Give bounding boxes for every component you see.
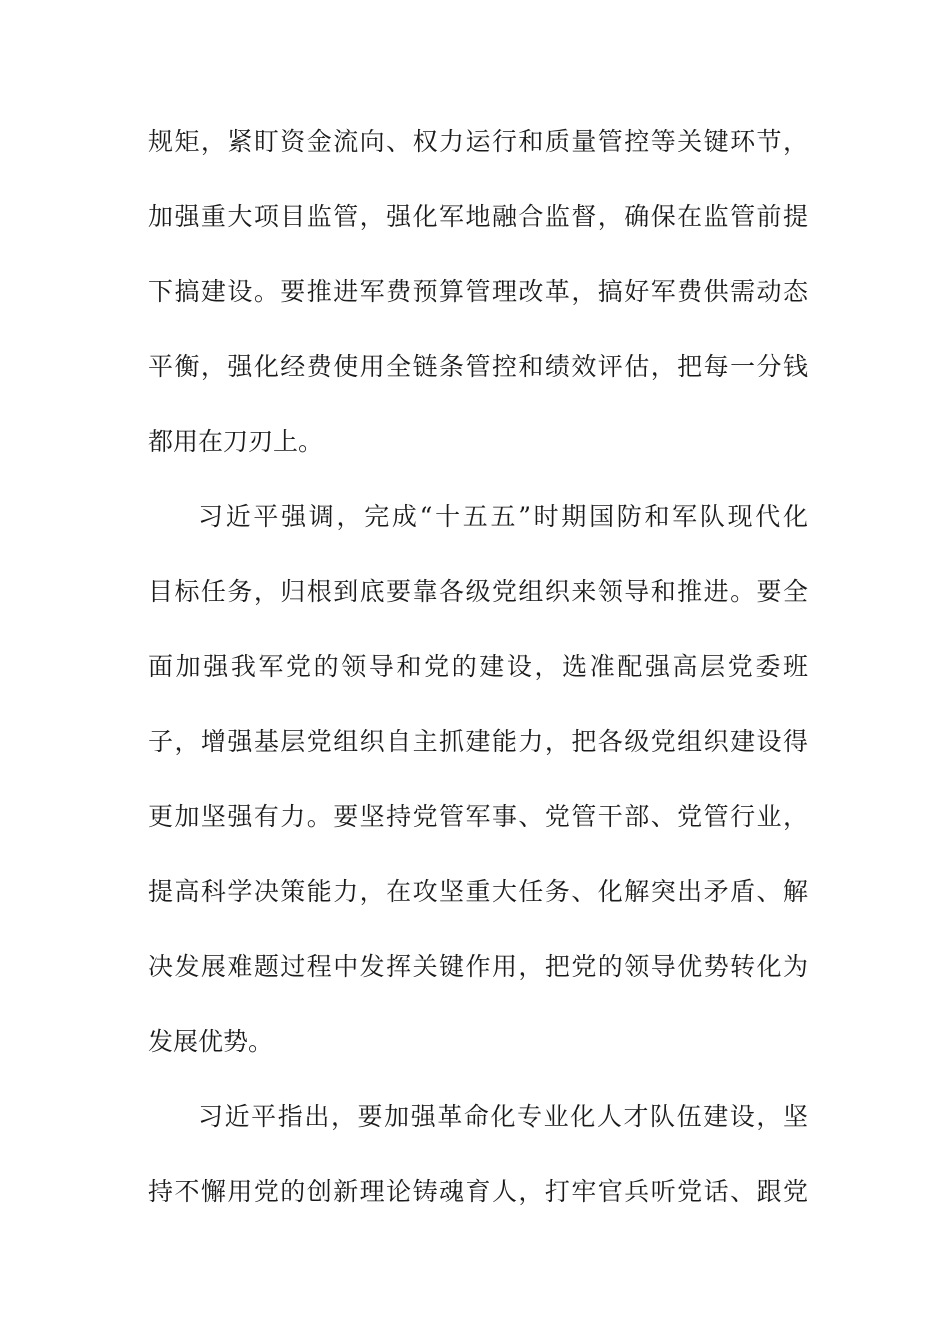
text-line: 持不懈用党的创新理论铸魂育人，打牢官兵听党话、跟党 bbox=[148, 1177, 808, 1206]
text-line: 提高科学决策能力，在攻坚重大任务、化解突出矛盾、解 bbox=[148, 877, 808, 906]
text-line: 发展优势。 bbox=[148, 1027, 274, 1056]
text-line: 规矩，紧盯资金流向、权力运行和质量管控等关键环节， bbox=[148, 127, 808, 156]
text-line: 更加坚强有力。要坚持党管军事、党管干部、党管行业， bbox=[148, 802, 808, 831]
text-line: 子，增强基层党组织自主抓建能力，把各级党组织建设得 bbox=[148, 727, 808, 756]
text-line: 决发展难题过程中发挥关键作用，把党的领导优势转化为 bbox=[148, 952, 808, 981]
text-line: 目标任务，归根到底要靠各级党组织来领导和推进。要全 bbox=[148, 577, 808, 606]
text-line: 面加强我军党的领导和党的建设，选准配强高层党委班 bbox=[148, 652, 808, 681]
text-line: 加强重大项目监管，强化军地融合监督，确保在监管前提 bbox=[148, 202, 808, 231]
paragraph-start-line: 习近平指出，要加强革命化专业化人才队伍建设，坚 bbox=[198, 1102, 808, 1131]
text-line: 都用在刀刃上。 bbox=[148, 427, 324, 456]
text-line: 下搞建设。要推进军费预算管理改革，搞好军费供需动态 bbox=[148, 277, 808, 306]
paragraph-start-line: 习近平强调，完成“十五五”时期国防和军队现代化 bbox=[198, 502, 808, 531]
text-line: 平衡，强化经费使用全链条管控和绩效评估，把每一分钱 bbox=[148, 352, 808, 381]
